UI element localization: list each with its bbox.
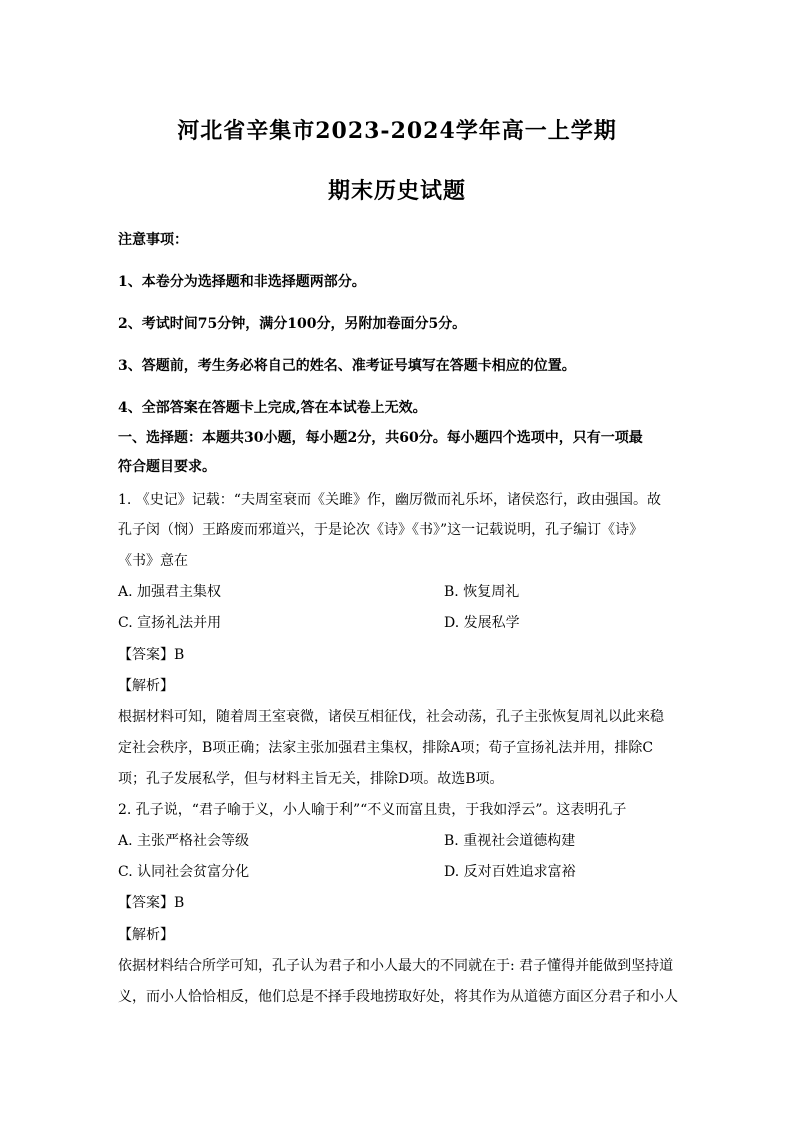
exam-title: 河北省辛集市2023-2024学年高一上学期 <box>177 118 617 144</box>
analysis-text: 依据材料结合所学可知，孔子认为君子和小人最大的不同就在于: 君子懂得并能做到坚持道 <box>118 958 674 974</box>
notice-item: 3、答题前，考生务必将自己的姓名、准考证号填写在答题卡相应的位置。 <box>118 358 576 374</box>
analysis-text: 项；孔子发展私学，但与材料主旨无关，排除D项。故选B项。 <box>118 771 504 787</box>
analysis-label: 【解析】 <box>118 927 174 943</box>
answer-label: 【答案】B <box>118 647 185 663</box>
analysis-text: 定社会秩序，B项正确；法家主张加强君主集权，排除A项；荀子宣扬礼法并用，排除C <box>118 740 654 756</box>
option-c: C. 认同社会贫富分化 <box>118 864 250 880</box>
analysis-label: 【解析】 <box>118 678 174 694</box>
question-stem: 1. 《史记》记载：“夫周室衰而《关雎》作，幽厉微而礼乐坏，诸侯恣行，政由强国。故 <box>118 492 661 508</box>
option-b: B. 重视社会道德构建 <box>444 833 576 849</box>
notice-item: 1、本卷分为选择题和非选择题两部分。 <box>118 274 366 290</box>
notice-heading: 注意事项： <box>118 232 188 248</box>
option-d: D. 反对百姓追求富裕 <box>444 864 576 880</box>
section-heading-cont: 符合题目要求。 <box>118 459 216 475</box>
notice-item: 4、全部答案在答题卡上完成,答在本试卷上无效。 <box>118 400 427 416</box>
question-stem: 《书》意在 <box>118 553 188 569</box>
exam-subtitle: 期末历史试题 <box>327 178 466 204</box>
section-heading: 一、选择题：本题共30小题，每小题2分，共60分。每小题四个选项中，只有一项最 <box>118 430 643 446</box>
question-stem: 2. 孔子说，“君子喻于义，小人喻于利”“不义而富且贵，于我如浮云”。这表明孔子 <box>118 802 627 818</box>
option-a: A. 主张严格社会等级 <box>118 833 250 849</box>
option-c: C. 宣扬礼法并用 <box>118 615 222 631</box>
analysis-text: 根据材料可知，随着周王室衰微，诸侯互相征伐，社会动荡，孔子主张恢复周礼以此来稳 <box>118 709 664 725</box>
answer-label: 【答案】B <box>118 895 185 911</box>
analysis-text: 义，而小人恰恰相反，他们总是不择手段地捞取好处，将其作为从道德方面区分君子和小人 <box>118 989 678 1005</box>
notice-item: 2、考试时间75分钟，满分100分，另附加卷面分5分。 <box>118 316 467 332</box>
option-d: D. 发展私学 <box>444 615 520 631</box>
question-stem: 孔子闵（悯）王路废而邪道兴，于是论次《诗》《书》”这一记载说明，孔子编订《诗》 <box>118 522 644 538</box>
option-a: A. 加强君主集权 <box>118 584 222 600</box>
option-b: B. 恢复周礼 <box>444 584 520 600</box>
